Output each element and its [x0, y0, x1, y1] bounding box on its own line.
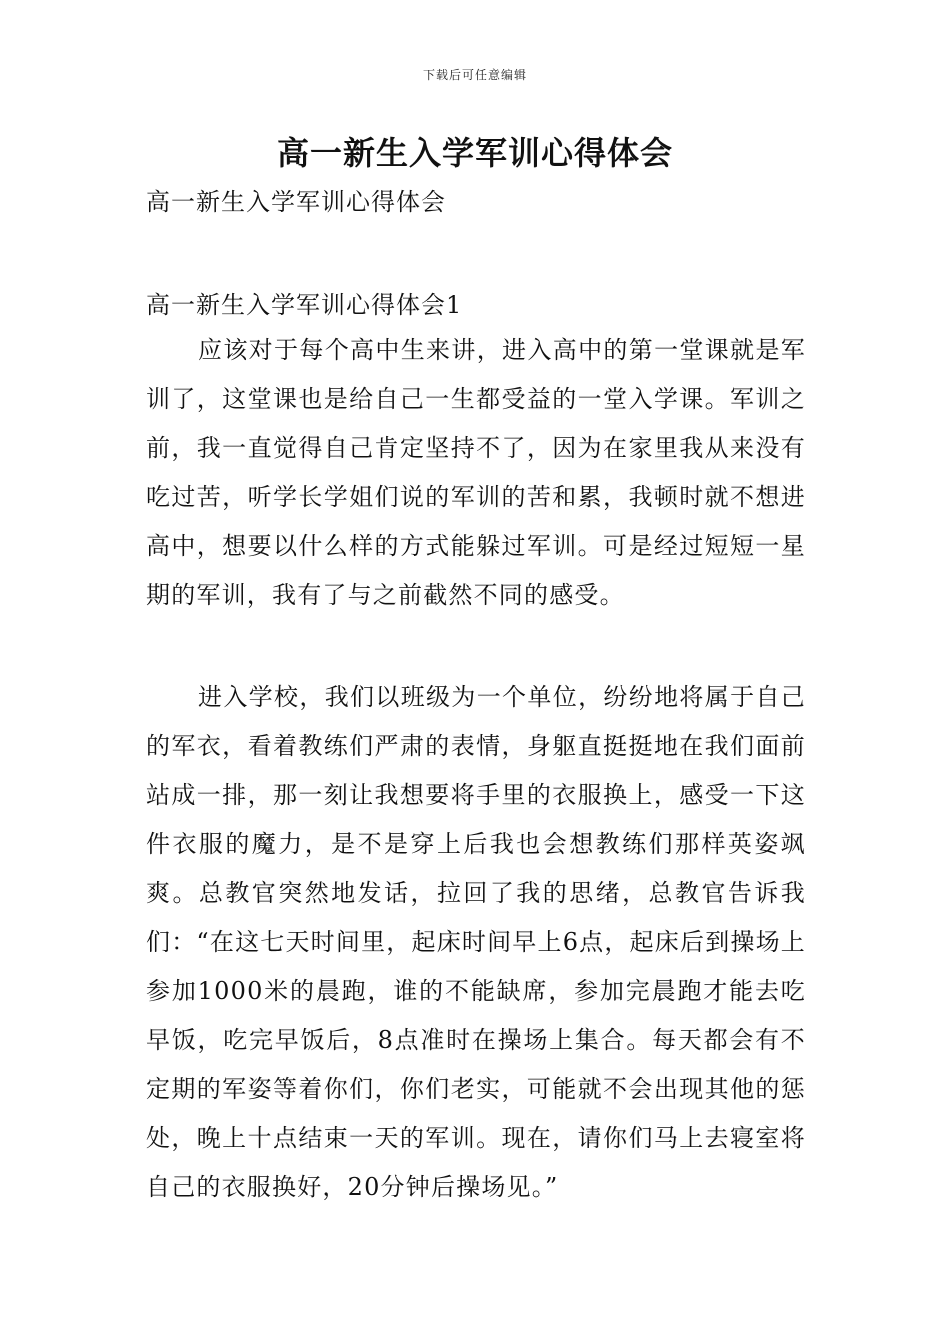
- document-title: 高一新生入学军训心得体会: [276, 134, 673, 172]
- paragraph: 进入学校，我们以班级为一个单位，纷纷地将属于自己的军衣，看着教练们严肃的表情，身躯直挺挺地在我们面前站成一排，那一刻让我想要将手里的衣服换上，感受一下这件衣服的魔力，是不是穿上后我也会想教练们那样英姿飒爽。总教官突然地发话，拉回了我的思绪，总教官告诉我们：“在这七天时间里，起床时间早上6点，起床后到操场上参加1000米的晨跑，谁的不能缺席，参加完晨跑才能去吃早饭，吃完早饭后，8点准时在操场上集合。每天都会有不定期的军姿等着你们，你们老实，可能就不会出现其他的惩处，晚上十点结束一天的军训。现在，请你们马上去寝室将自己的衣服换好，20分钟后操场见。”: [146, 683, 806, 1201]
- paragraph: 应该对于每个高中生来讲，进入高中的第一堂课就是军训了，这堂课也是给自己一生都受益的一堂入学课。军训之前，我一直觉得自己肯定坚持不了，因为在家里我从来没有吃过苦，听学长学姐们说的军训的苦和累，我顿时就不想进高中，想要以什么样的方式能躲过军训。可是经过短短一星期的军训，我有了与之前截然不同的感受。: [146, 336, 806, 609]
- section-heading: 高一新生入学军训心得体会1: [146, 291, 463, 319]
- header-note: 下载后可任意编辑: [422, 68, 527, 82]
- document-subtitle: 高一新生入学军训心得体会: [146, 188, 446, 216]
